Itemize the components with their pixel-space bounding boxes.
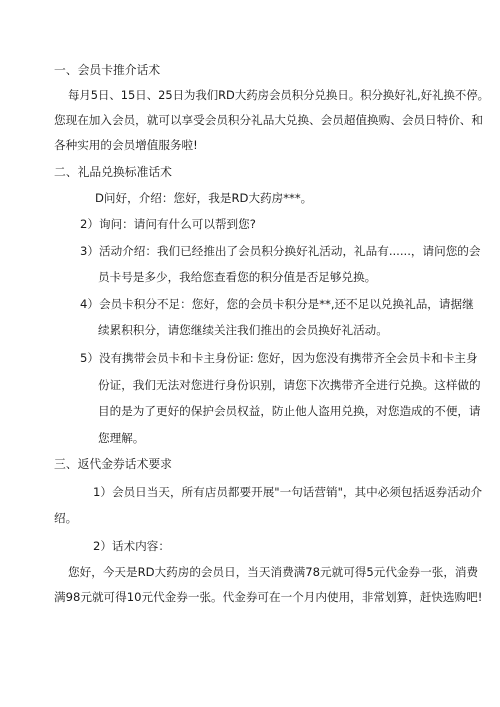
section-3-script-line-2: 满98元就可得10元代金券一张。代金券可在一个月内使用，非常划算，赶快选购吧! (54, 590, 483, 604)
section-2-item-4-line-2: 续累积积分，请您继续关注我们推出的会员换好礼活动。 (98, 323, 388, 337)
section-2-item-3-line-2: 员卡号是多少，我给您查看您的积分值是否足够兑换。 (98, 270, 377, 284)
section-2-item-5-line-1: 5）没有携带会员卡和卡主身份证: 您好，因为您没有携带齐全会员卡和卡主身 (80, 351, 478, 365)
section-3-heading: 三、返代金券话术要求 (54, 457, 172, 471)
section-2-item-5-line-4: 您理解。 (98, 431, 145, 445)
section-1-text-line-2: 您现在加入会员，就可以享受会员积分礼品大兑换、会员超值换购、会员日特价、和 (54, 113, 483, 127)
section-3-item-1-line-1: 1）会员日当天，所有店员都要开展"一句话营销"，其中必须包括返券活动介 (93, 485, 483, 499)
section-2-heading: 二、礼品兑换标准话术 (54, 165, 172, 179)
section-2-item-2: 2）询问：请问有什么可以帮到您? (80, 217, 256, 231)
section-3-script-line-1: 您好，今天是RD大药房的会员日，当天消费满78元就可得5元代金券一张，消费 (68, 565, 479, 579)
section-1-text-line-1: 每月5日、15日、25日为我们RD大药房会员积分兑换日。积分换好礼,好礼换不停。 (68, 88, 490, 102)
section-1-text-line-3: 各种实用的会员增值服务啦! (54, 138, 198, 152)
section-3-item-1-line-2: 绍。 (54, 511, 78, 525)
section-3-item-2: 2）话术内容： (93, 539, 170, 553)
section-2-intro: D问好，介绍：您好，我是RD大药房***。 (95, 191, 313, 205)
section-1-heading: 一、会员卡推介话术 (54, 63, 161, 77)
section-2-item-5-line-3: 目的是为了更好的保护会员权益，防止他人盗用兑换，对您造成的不便，请 (98, 404, 481, 418)
section-2-item-5-line-2: 份证，我们无法对您进行身份识别，请您下次携带齐全进行兑换。这样做的 (98, 378, 481, 392)
section-2-item-4-line-1: 4）会员卡积分不足：您好，您的会员卡积分是**,还不足以兑换礼品，请据继 (80, 297, 474, 311)
section-2-item-3-line-1: 3）活动介绍：我们已经推出了会员积分换好礼活动，礼品有......，请问您的会 (80, 244, 481, 258)
